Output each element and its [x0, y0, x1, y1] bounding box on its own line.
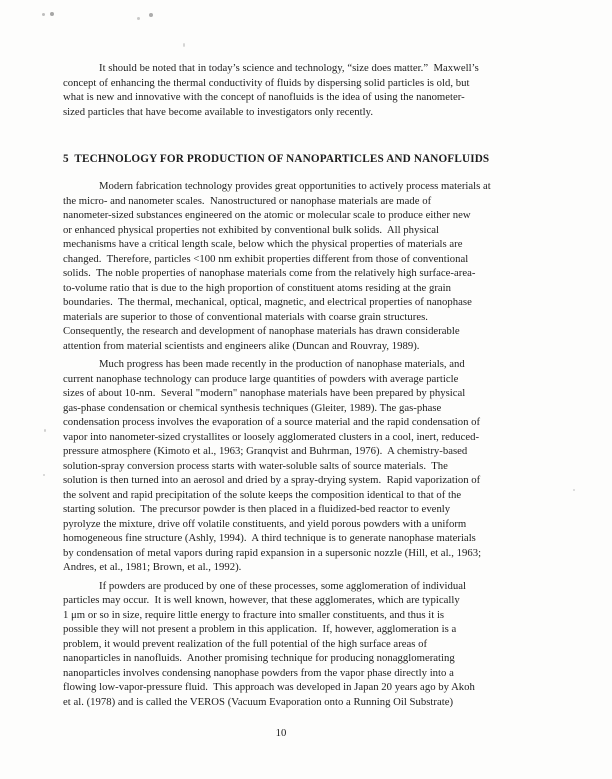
text-line: problem, it would prevent realization of the full potential of the high surface areas of [63, 637, 428, 650]
text-line: et al. (1978) and is called the VEROS (Vacuum Evaporation onto a Running Oil Substrate) [63, 695, 454, 708]
text-line: nanoparticles involves condensing nanophase powders from the vapor phase directly into a [63, 666, 454, 679]
text-line: starting solution. The precursor powder is then placed in a fluidized-bed reactor to evenly [63, 503, 451, 515]
text-line: Andres, et al., 1981; Brown, et al., 1992). [63, 561, 242, 573]
text-line: solids. The noble properties of nanophase materials come from the relatively high surface-area- [63, 267, 476, 279]
scan-artifact [42, 13, 45, 16]
text-line: by condensation of metal vapors during rapid expansion in a supersonic nozzle (Hill, et al., 1963; [63, 546, 482, 559]
text-line: Much progress has been made recently in the production of nanophase materials, and [99, 358, 465, 370]
text-line: changed. Therefore, particles <100 nm exhibit properties different from those of conventional [63, 252, 469, 265]
text-line: or enhanced physical properties not exhibited by conventional bulk solids. All physical [63, 223, 440, 236]
paragraph [63, 357, 577, 575]
text-line: solution-spray conversion process starts with water-soluble salts of source materials. The [63, 459, 448, 472]
page-content [63, 61, 577, 709]
text-line: Modern fabrication technology provides great opportunities to actively process materials at [99, 180, 491, 192]
text-line: nanometer-sized substances engineered on the atomic or molecular scale to produce either new [63, 209, 471, 221]
scan-artifact [149, 13, 153, 17]
scan-artifact [50, 12, 54, 16]
text-line: pressure atmosphere (Kimoto et al., 1963; Granqvist and Buhrman, 1976). A chemistry-based [63, 445, 468, 457]
text-line: attention from material scientists and engineers alike (Duncan and Rouvray, 1989). [63, 339, 420, 352]
text-line: If powders are produced by one of these processes, some agglomeration of individual [99, 579, 467, 592]
scan-artifact [573, 489, 575, 491]
paragraph [63, 179, 577, 353]
text-line: condensation process involves the evaporation of a source material and the rapid condensation of [63, 416, 481, 428]
scan-artifact [43, 474, 45, 476]
text-line: homogeneous fine structure (Ashly, 1994). A third technique is to generate nanophase materials [63, 532, 476, 544]
text-line: solution is then turned into an aerosol and dried by a spray-drying system. Rapid vaporization of [63, 474, 481, 486]
text-line: pyrolyze the mixture, drive off volatile constituents, and yield porous powders with a uniform [63, 517, 467, 530]
text-line: sized particles that have become available to investigators only recently. [63, 105, 374, 118]
text-line: boundaries. The thermal, mechanical, optical, magnetic, and electrical properties of nanophase [63, 296, 472, 308]
text-line: gas-phase condensation or chemical synthesis techniques (Gleiter, 1989). The gas-phase [63, 401, 442, 414]
text-line: particles may occur. It is well known, however, that these agglomerates, which are typically [63, 594, 460, 606]
text-line: concept of enhancing the thermal conductivity of fluids by dispersing solid particles is old, but [63, 76, 470, 89]
text-line: sizes of about 10-nm. Several "modern" nanophase materials have been prepared by physical [63, 387, 466, 399]
text-line: 1 μm or so in size, require little energy to fracture into smaller constituents, and thus it is [63, 608, 445, 621]
text-line: nanoparticles in nanofluids. Another promising technique for producing nonagglomerating [63, 652, 455, 664]
text-line: It should be noted that in today’s science and technology, “size does matter.” Maxwell’s [99, 62, 479, 74]
scan-artifact [44, 429, 46, 432]
section-heading: 5 TECHNOLOGY FOR PRODUCTION OF NANOPARTICLES AND NANOFLUIDS [63, 153, 490, 165]
text-line: vapor into nanometer-sized crystallites or loosely agglomerated clusters in a cool, inert, reduced- [63, 430, 480, 443]
text-line: current nanophase technology can produce large quantities of powders with average particle [63, 372, 459, 385]
text-line: Consequently, the research and development of nanophase materials has drawn considerable [63, 325, 460, 337]
text-line: what is new and innovative with the concept of nanofluids is the idea of using the nanometer- [63, 91, 465, 103]
text-line: possible they will not present a problem in this application. If, however, agglomeration is a [63, 623, 457, 635]
text-line: materials are superior to those of conventional materials with coarse grain structures. [63, 310, 428, 323]
text-line: the solvent and rapid precipitation of the solute keeps the composition identical to that of the [63, 488, 462, 501]
text-line: to-volume ratio that is due to the high proportion of constituent atoms residing at the grain [63, 281, 452, 294]
page-number: 10 [275, 727, 287, 739]
scan-artifact [137, 17, 140, 20]
text-line: mechanisms have a critical length scale, below which the physical properties of materials are [63, 238, 463, 250]
text-line: flowing low-vapor-pressure fluid. This approach was developed in Japan 20 years ago by Akoh [63, 681, 475, 693]
paragraph [63, 61, 577, 119]
text-line: the micro- and nanometer scales. Nanostructured or nanophase materials are made of [63, 194, 432, 207]
scan-artifact [183, 43, 185, 47]
paragraph [63, 579, 577, 710]
